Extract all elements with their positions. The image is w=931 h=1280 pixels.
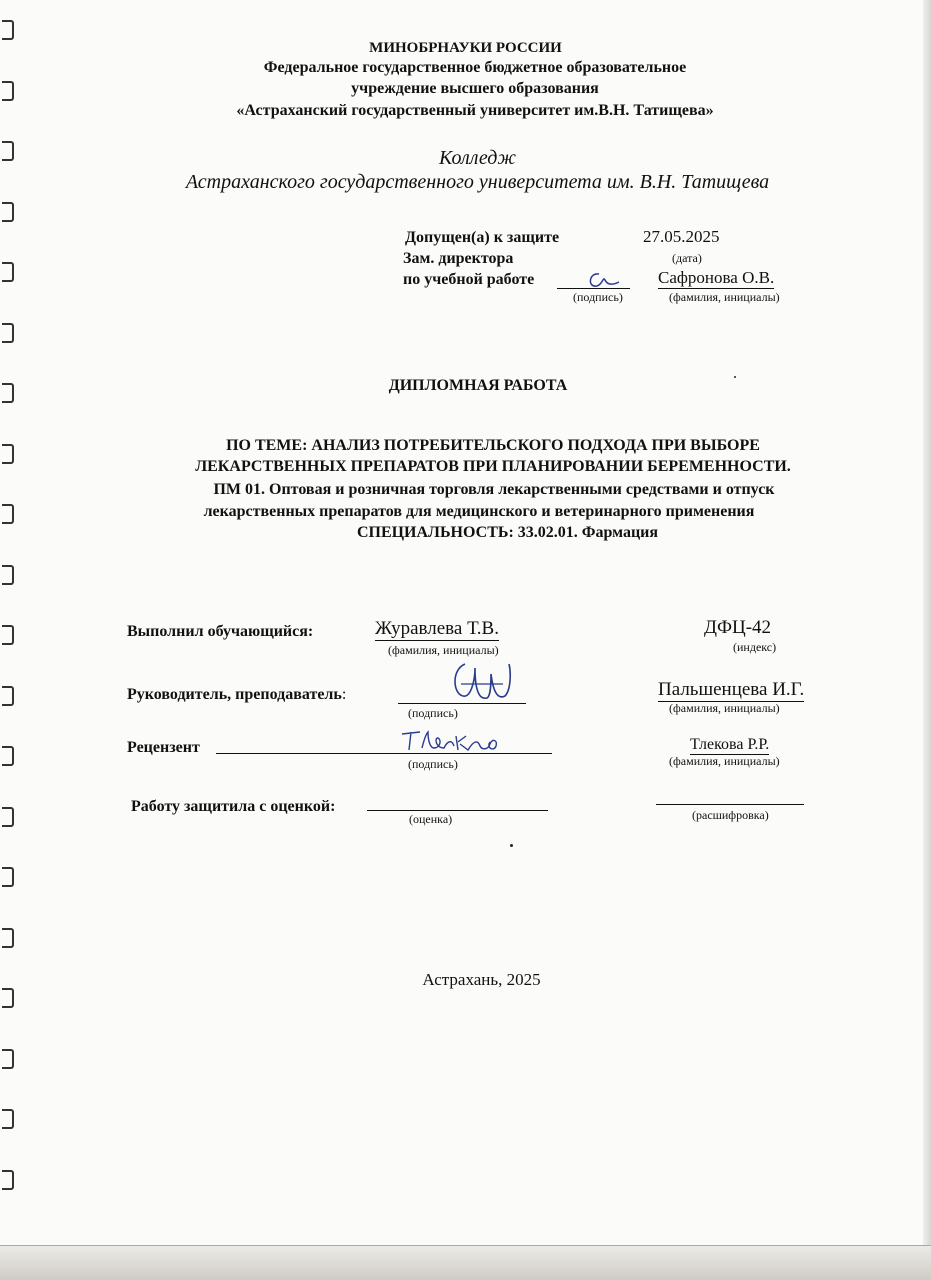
approval-name: Сафронова О.В. bbox=[658, 268, 775, 287]
document-type: ДИПЛОМНАЯ РАБОТА bbox=[388, 377, 568, 394]
binding-hole bbox=[2, 746, 14, 766]
binding-hole bbox=[2, 262, 14, 282]
position-line-2: по учебной работе bbox=[403, 271, 535, 288]
topic-line-2: ЛЕКАРСТВЕННЫХ ПРЕПАРАТОВ ПРИ ПЛАНИРОВАНИИ БЕРЕМЕННОСТИ. bbox=[195, 458, 791, 475]
reviewer-signature bbox=[398, 726, 508, 756]
approval-signature bbox=[585, 268, 625, 290]
binding-hole bbox=[2, 867, 14, 887]
supervisor-name: Пальшенцева И.Г. bbox=[658, 679, 805, 700]
binding-hole bbox=[2, 20, 14, 40]
binding-hole bbox=[2, 625, 14, 645]
reviewer-label: Рецензент bbox=[127, 739, 200, 756]
binding-hole bbox=[2, 202, 14, 222]
student-label: Выполнил обучающийся: bbox=[127, 623, 314, 640]
approval-name-caption: (фамилия, инициалы) bbox=[669, 290, 780, 304]
college-line-1: Колледж bbox=[438, 147, 517, 169]
student-group-caption: (индекс) bbox=[733, 640, 777, 654]
defense-label: Работу защитила с оценкой: bbox=[131, 798, 336, 815]
city-year: Астрахань, 2025 bbox=[422, 970, 541, 989]
topic-line-4: лекарственных препаратов для медицинского и ветеринарного применения bbox=[203, 503, 755, 520]
supervisor-name-caption: (фамилия, инициалы) bbox=[669, 701, 780, 715]
supervisor-label-text: Руководитель, преподаватель bbox=[127, 686, 342, 703]
supervisor-label bbox=[127, 686, 346, 704]
supervisor-label-colon: : bbox=[341, 686, 347, 703]
approval-date: 27.05.2025 bbox=[643, 227, 720, 246]
reviewer-signature-caption: (подпись) bbox=[408, 757, 458, 771]
binding-hole bbox=[2, 565, 14, 585]
binding-holes bbox=[0, 20, 22, 1260]
student-name-caption: (фамилия, инициалы) bbox=[388, 643, 499, 657]
scan-dot bbox=[510, 844, 513, 847]
student-group: ДФЦ-42 bbox=[704, 617, 772, 638]
binding-hole bbox=[2, 686, 14, 706]
date-caption: (дата) bbox=[672, 251, 702, 265]
grade-caption: (оценка) bbox=[409, 812, 453, 826]
position-line-1: Зам. директора bbox=[403, 250, 514, 267]
binding-hole bbox=[2, 1109, 14, 1129]
reviewer-name: Тлекова Р.Р. bbox=[690, 736, 770, 753]
approval-signature-caption: (подпись) bbox=[573, 290, 623, 304]
topic-line-1: ПО ТЕМЕ: АНАЛИЗ ПОТРЕБИТЕЛЬСКОГО ПОДХОДА ПРИ ВЫБОРЕ bbox=[226, 437, 760, 454]
decoding-line bbox=[656, 804, 804, 805]
binding-hole bbox=[2, 807, 14, 827]
supervisor-signature-caption: (подпись) bbox=[408, 706, 458, 720]
binding-hole bbox=[2, 928, 14, 948]
topic-line-3: ПМ 01. Оптовая и розничная торговля лекарственными средствами и отпуск bbox=[213, 481, 775, 498]
org-line-1: Федеральное государственное бюджетное образовательное bbox=[263, 59, 687, 76]
binding-hole bbox=[2, 1170, 14, 1190]
decoding-caption: (расшифровка) bbox=[692, 808, 769, 822]
university-name: «Астраханский государственный университет им.В.Н. Татищева» bbox=[236, 102, 714, 119]
admitted-label: Допущен(а) к защите bbox=[405, 229, 560, 246]
binding-hole bbox=[2, 1049, 14, 1069]
college-line-2: Астраханского государственного университета им. В.Н. Татищева bbox=[185, 171, 770, 193]
student-name: Журавлева Т.В. bbox=[375, 618, 499, 639]
org-line-2: учреждение высшего образования bbox=[351, 80, 599, 97]
specialty: СПЕЦИАЛЬНОСТЬ: 33.02.01. Фармация bbox=[356, 524, 659, 541]
grade-line bbox=[367, 810, 548, 811]
ministry-name: МИНОБРНАУКИ РОССИИ bbox=[369, 40, 562, 56]
page-edge-bottom bbox=[0, 1245, 931, 1280]
binding-hole bbox=[2, 323, 14, 343]
reviewer-name-caption: (фамилия, инициалы) bbox=[669, 754, 780, 768]
binding-hole bbox=[2, 988, 14, 1008]
scan-speck bbox=[734, 376, 736, 378]
